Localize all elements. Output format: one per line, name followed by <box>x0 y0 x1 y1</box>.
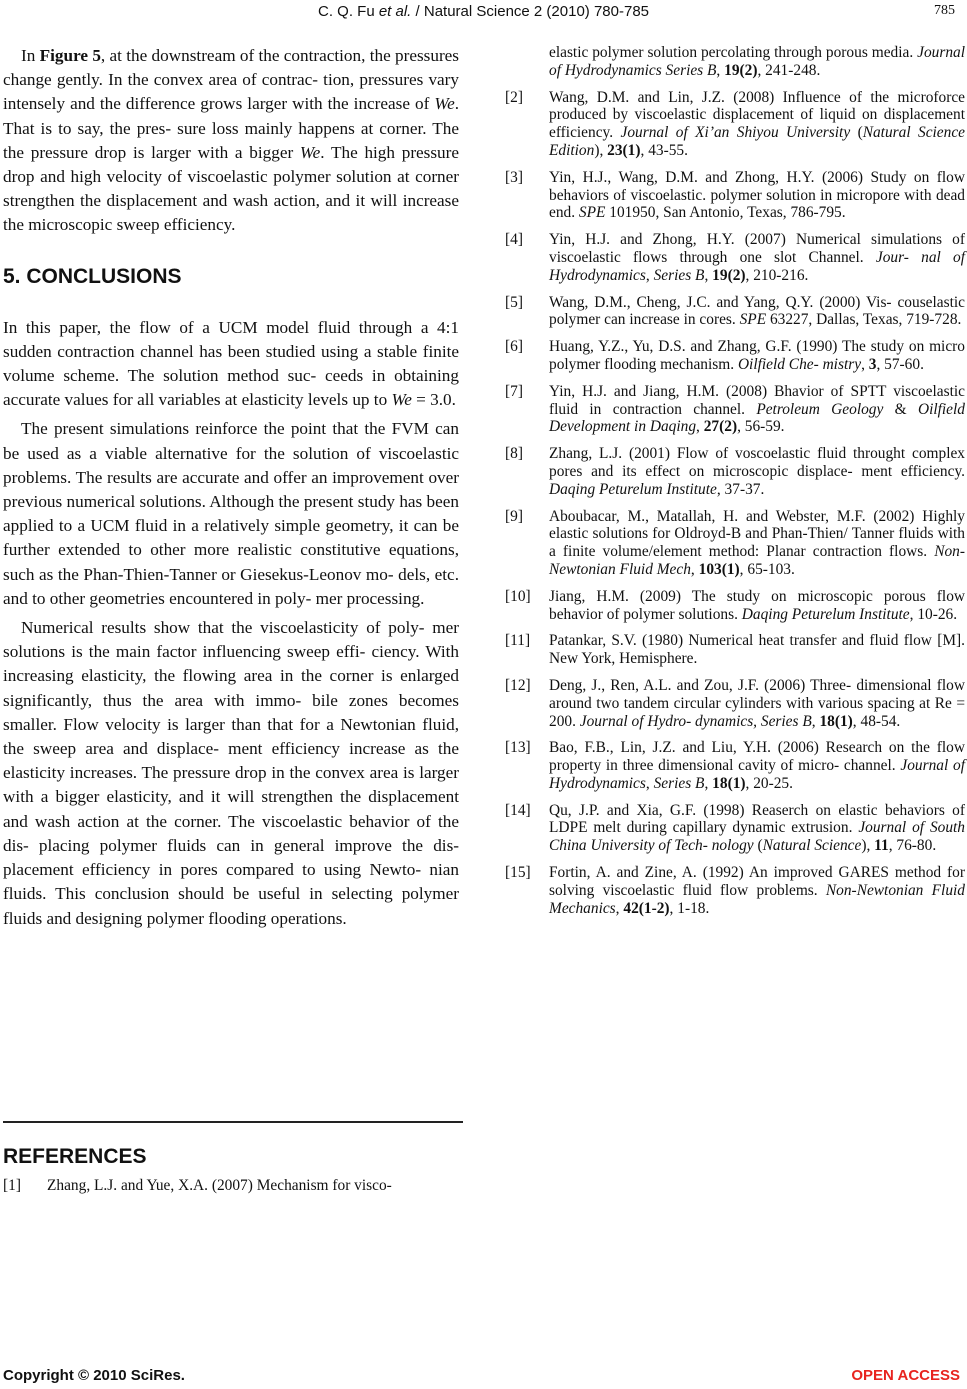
reference-number: [1] <box>3 1177 21 1194</box>
paragraph-conclusions-1 <box>3 316 459 413</box>
text: 101950, San Antonio, Texas, 786-795. <box>605 204 846 222</box>
text: , <box>811 712 820 730</box>
reference-number: [5] <box>505 293 523 311</box>
text: , <box>704 774 713 792</box>
reference-number: [13] <box>505 739 531 757</box>
reference-number: [8] <box>505 445 523 463</box>
section-heading-references: REFERENCES <box>3 1145 147 1168</box>
journal-name: Journal of South China University of Tech- nology <box>549 819 965 855</box>
reference-item <box>505 508 965 579</box>
volume: 23(1) <box>607 141 641 159</box>
reference-number: [15] <box>505 864 531 882</box>
text: ), <box>594 141 608 159</box>
journal-name: Series B <box>653 266 705 284</box>
text: , <box>615 899 624 917</box>
reference-text: Zhang, L.J. and Yue, X.A. (2007) Mechanism for visco- <box>47 1177 392 1194</box>
section-divider <box>3 1121 463 1123</box>
text: Qu, J.P. and Xia, G.F. (1998) Reaserch on elastic behaviors of LDPE melt during capillary dynamic extrusion. <box>549 801 965 837</box>
text: Fortin, A. and Zine, A. (1992) An improved GARES method for solving viscoelastic fluid flow problems. <box>549 864 965 899</box>
volume: 42(1-2) <box>623 899 670 917</box>
journal-name: Natural Science <box>762 837 862 855</box>
reference-number: [3] <box>505 168 523 186</box>
text: Huang, Y.Z., Yu, D.S. and Zhang, G.F. (1990) The study on micro polymer flooding mechanism. <box>549 338 965 373</box>
header-authors: C. Q. Fu <box>317 3 379 20</box>
header-journal: / Natural Science 2 (2010) 780-785 <box>411 3 650 20</box>
journal-name: Daqing Peturelum Institute <box>549 480 717 498</box>
reference-item <box>505 445 965 498</box>
reference-item <box>505 231 965 284</box>
open-access-label: OPEN ACCESS <box>851 1367 960 1384</box>
reference-item <box>3 1177 463 1195</box>
journal-name: Oilfield Development in Daqing <box>549 400 965 436</box>
text: elastic polymer solution percolating through porous media. <box>549 44 918 61</box>
text: In <box>21 46 40 65</box>
text: Yin, H.J. and Zhong, H.Y. (2007) Numerical simulations of viscoelastic flows through one slot Channel. <box>549 231 965 266</box>
text: , <box>645 266 654 284</box>
volume: 3 <box>868 355 877 373</box>
journal-name: Journal of Xi’an Shiyou University <box>620 124 851 142</box>
journal-name: Series B <box>653 774 705 792</box>
page-header <box>0 3 967 23</box>
text: , 48-54. <box>852 712 901 730</box>
volume: 103(1) <box>698 560 740 578</box>
figure-reference: Figure 5 <box>39 46 101 65</box>
text: & <box>883 400 918 418</box>
symbol-we: We <box>434 94 455 114</box>
journal-name: SPE <box>739 311 767 329</box>
symbol-we: We <box>391 390 412 410</box>
text: , 10-26. <box>909 605 958 623</box>
text: , <box>704 266 713 284</box>
reference-item <box>505 802 965 855</box>
volume: 19(2) <box>712 266 746 284</box>
page-number: 785 <box>934 3 955 18</box>
left-column <box>3 44 459 931</box>
text: , 56-59. <box>737 418 785 436</box>
reference-item <box>505 864 965 917</box>
text: , <box>716 61 725 79</box>
reference-item <box>505 294 965 330</box>
text: In this paper, the flow of a UCM model fluid through a 4:1 sudden contraction channel has been studied using a stable finite volume scheme. The solution method suc- ceeds in obtaining accurate values for all variables at elasticity levels up to <box>3 317 459 410</box>
journal-name: Natural Science Edition <box>549 124 965 159</box>
text: . The high pressure drop and high velocity of viscoelastic polymer solution at corner strengthen the displacement and wash action, and it will increase the microscopic sweep efficiency. <box>3 142 459 235</box>
reference-number: [12] <box>505 676 531 694</box>
text: 63227, Dallas, Texas, 719-728. <box>766 311 962 329</box>
journal-name: Non-Newtonian Fluid Mechanics <box>549 881 966 917</box>
journal-name: Oilfield Che- mistry <box>737 355 862 373</box>
reference-item <box>505 383 965 436</box>
text: , <box>645 774 654 792</box>
paragraph-figure5 <box>3 44 459 238</box>
text: , 57-60. <box>876 355 924 373</box>
text: ), <box>861 837 875 855</box>
symbol-we: We <box>299 142 321 162</box>
paragraph-conclusions-2: The present simulations reinforce the point that the FVM can be used as a viable alternative for the solution of viscoelastic problems. The results are accurate and offer an improvement over previous numerical solutions. Although the present study has been applied to a UCM fluid in a relatively simple geometry, it can be further extended to other more realistic constitutive equations, such as the Phan-Thien-Tanner or Giesekus-Leonov mo- dels, etc. and to other geometries encountered in poly- mer processing. <box>3 419 459 608</box>
journal-name: Journal of Hydrodynamics Series B <box>549 44 965 79</box>
journal-name: SPE <box>578 204 606 222</box>
text: , at the downstream of the contraction, the pressures change gently. In the convex area of contrac- tion, pressures vary intensely and the difference grows larger with the increase of <box>3 46 459 114</box>
text: , 43-55. <box>640 141 688 159</box>
volume: 18(1) <box>819 712 853 730</box>
reference-item <box>505 632 965 668</box>
text: Wang, D.M., Cheng, J.C. and Yang, Q.Y. (2000) Vis- couselastic polymer can increase in cores. <box>549 293 965 329</box>
reference-number: [10] <box>505 587 531 605</box>
volume: 27(2) <box>703 418 738 436</box>
reference-number: [14] <box>505 801 531 819</box>
journal-name: Jour- nal of Hydrodynamics <box>549 248 965 284</box>
text: , 76-80. <box>888 837 937 855</box>
reference-number: [7] <box>505 382 523 400</box>
reference-item <box>505 739 965 792</box>
text: Aboubacar, M., Matallah, H. and Webster, M.F. (2002) Highly elastic solutions for Oldroyd-B and Phan-Thien/ Tanner fluids with a finite volume/element method: Planar contraction flows. <box>549 507 965 561</box>
text: Deng, J., Ren, A.L. and Zou, J.F. (2006) Three- dimensional flow around two tandem circular cylinders with various spacing at Re = 200. <box>549 676 965 730</box>
copyright-notice: Copyright © 2010 SciRes. <box>3 1367 185 1384</box>
reference-item <box>505 89 965 160</box>
volume: 11 <box>874 837 889 855</box>
reference-list <box>505 89 965 918</box>
reference-item <box>505 169 965 222</box>
reference-number: [9] <box>505 507 523 525</box>
journal-name: Journal of Hydro- dynamics, Series B <box>579 712 812 730</box>
text: Zhang, L.J. (2001) Flow of voscoelastic fluid throught complex pores and its effect on microscopic displace- ment efficiency. <box>549 445 965 480</box>
text: . That is to say, the pres- sure loss mainly happens at corner. The the pressure drop is larger with a bigger <box>3 94 459 162</box>
text: ( <box>850 124 863 142</box>
text: , 210-216. <box>745 266 809 284</box>
text: Bao, F.B., Lin, J.Z. and Liu, Y.H. (2006) Research on the flow property in three dimensional cavity of micro- channel. <box>549 739 965 775</box>
references-section <box>3 1145 463 1204</box>
page-footer <box>0 1367 967 1389</box>
reference-number: [11] <box>505 632 531 650</box>
reference-item <box>505 677 965 730</box>
text: , 37-37. <box>716 480 765 498</box>
reference-item <box>505 588 965 624</box>
text: Patankar, S.V. (1980) Numerical heat transfer and fluid flow [M]. New York, Hemisphere. <box>549 632 965 668</box>
reference-item-continued <box>505 44 965 80</box>
text: Yin, H.J., Wang, D.M. and Zhong, H.Y. (2006) Study on flow behaviors of viscoelastic. polymer solution in micropore with dead end. <box>549 168 965 222</box>
right-column <box>505 44 965 926</box>
text: ( <box>753 837 763 855</box>
reference-number: [6] <box>505 338 523 356</box>
journal-name: Daqing Peturelum Institute <box>741 605 910 623</box>
paragraph-conclusions-3: Numerical results show that the viscoelasticity of poly- mer solutions is the main factor influencing sweep effi- ciency. With increasing elasticity, the flowing area in the corner is enlarged significantly, thus the area with immo- bile zones becomes smaller. Flow velocity is larger than that for a Newtonian fluid, the sweep area and displace- ment efficiency increase as the elasticity increases. The pressure drop in the convex area is larger with a bigger elasticity, and it will strengthen the displacement and wash action at the corner. The viscoelastic behavior of the dis- placing polymer fluids can in general improve the dis- placement efficiency in pores compared to using Newto- nian fluids. This conclusion should be useful in selecting polymer fluids and designing polymer flooding operations. <box>3 618 459 928</box>
text: Yin, H.J. and Jiang, H.M. (2008) Bhavior of SPTT viscoelastic fluid in contraction channel. <box>549 382 965 418</box>
text: , 65-103. <box>739 560 795 578</box>
text: , 20-25. <box>745 774 793 792</box>
reference-number: [2] <box>505 88 523 106</box>
reference-number: [4] <box>505 231 523 249</box>
journal-name: Petroleum Geology <box>756 400 884 418</box>
text: = 3.0. <box>411 390 456 410</box>
journal-name: Non-Newtonian Fluid Mech <box>549 543 965 578</box>
text: , <box>696 418 704 436</box>
text: , <box>690 560 699 578</box>
text: Wang, D.M. and Lin, J.Z. (2008) Influence of the microforce produced by viscoelastic displacement of liquid on displacement efficiency. <box>549 88 965 142</box>
journal-name: Journal of Hydrodynamics <box>549 757 965 792</box>
text: , <box>861 355 869 373</box>
running-title <box>0 3 967 20</box>
volume: 19(2) <box>724 61 758 79</box>
reference-item <box>505 338 965 374</box>
header-etal: et al. <box>378 3 412 20</box>
text: , 241-248. <box>757 61 821 79</box>
section-heading-conclusions: 5. CONCLUSIONS <box>3 264 182 288</box>
text: , 1-18. <box>669 899 710 917</box>
volume: 18(1) <box>712 774 746 792</box>
text: Jiang, H.M. (2009) The study on microscopic porous flow behavior of polymer solutions. <box>549 587 965 623</box>
